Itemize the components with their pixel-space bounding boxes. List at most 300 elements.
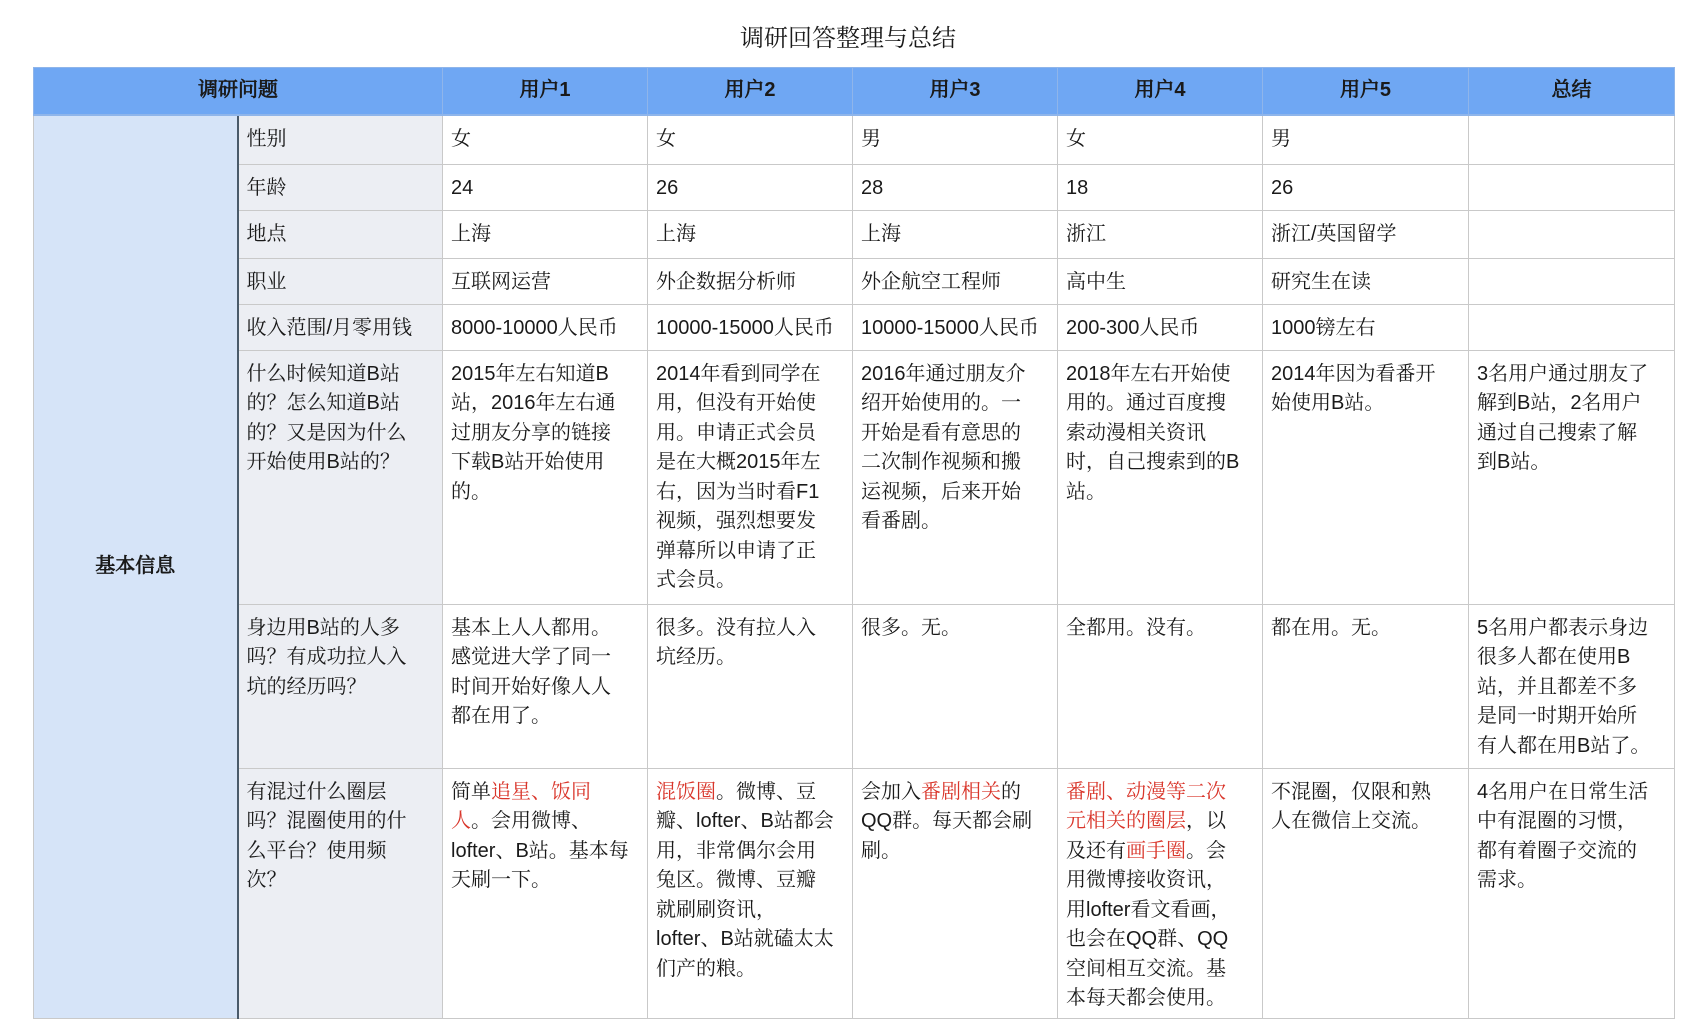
text-segment: 用。申请正式会员 — [656, 421, 816, 444]
text-segment: 收入范围/月零用钱 — [246, 316, 413, 339]
text-segment: 上海 — [656, 222, 696, 245]
text-line — [451, 174, 639, 204]
question-cell — [238, 350, 443, 604]
text-segment: 们产的粮。 — [656, 957, 756, 980]
answer-cell — [648, 350, 853, 604]
answer-cell — [443, 304, 648, 350]
text-segment: 右，因为当时看F1 — [656, 480, 820, 503]
text-line — [247, 125, 435, 155]
text-segment: 时间开始好像人人 — [451, 675, 611, 698]
text-line — [247, 673, 435, 703]
answer-cell — [1058, 210, 1263, 258]
text-line — [247, 268, 435, 298]
highlighted-text: 追星、饭同 — [491, 780, 591, 803]
text-line — [861, 807, 1049, 837]
table-row — [34, 604, 1675, 768]
text-segment: 有混过什么圈层 — [246, 780, 387, 803]
text-line — [656, 507, 844, 537]
text-segment: 上海 — [451, 222, 491, 245]
text-segment: 3名用户通过朋友了 — [1477, 362, 1649, 385]
text-segment: 中有混圈的习惯， — [1477, 810, 1637, 832]
answer-cell — [853, 258, 1058, 304]
text-segment: 式会员。 — [656, 569, 736, 591]
text-segment: 浙江 — [1066, 222, 1106, 245]
text-line — [247, 448, 435, 478]
text-segment: 10000-15000人民币 — [656, 316, 834, 339]
text-line — [1271, 807, 1460, 837]
text-segment: 都有着圈子交流的 — [1477, 839, 1637, 862]
text-segment: 互联网运营 — [451, 270, 551, 293]
answer-cell — [1263, 768, 1469, 1018]
text-line — [451, 360, 639, 390]
text-line — [1477, 837, 1666, 867]
text-segment: 都在用。无。 — [1271, 616, 1391, 639]
text-line — [656, 866, 844, 896]
text-line — [1066, 984, 1254, 1014]
text-segment: 200-300人民币 — [1066, 316, 1200, 339]
text-segment: 什么时候知道B站 — [246, 362, 400, 385]
text-segment: 次？ — [246, 869, 287, 891]
text-line — [247, 419, 435, 449]
text-segment: 高中生 — [1066, 270, 1126, 293]
text-line — [1066, 360, 1254, 390]
text-segment: 全都用。没有。 — [1066, 616, 1206, 639]
text-line — [656, 955, 844, 985]
text-segment: 刷。 — [861, 839, 901, 862]
text-segment: 也会在QQ群、QQ — [1066, 928, 1229, 950]
text-line — [451, 314, 639, 344]
text-line — [656, 389, 844, 419]
text-line — [861, 125, 1049, 155]
text-segment: 很多人都在使用B — [1477, 646, 1631, 668]
text-line — [1271, 360, 1460, 390]
answer-cell — [1058, 258, 1263, 304]
question-cell — [238, 604, 443, 768]
header-user-3: 用户3 — [853, 68, 1058, 116]
text-segment: 2018年左右开始使 — [1066, 362, 1231, 385]
text-line — [247, 837, 435, 867]
text-segment: 的？怎么知道B站 — [246, 392, 400, 414]
text-segment: 2014年看到同学在 — [656, 362, 821, 385]
answer-cell — [443, 604, 648, 768]
header-user-5: 用户5 — [1263, 68, 1469, 116]
text-line — [1477, 702, 1666, 732]
answer-cell — [648, 604, 853, 768]
text-line — [247, 778, 435, 808]
text-segment: lofter、B站。基本每 — [451, 839, 629, 862]
summary-cell — [1469, 258, 1675, 304]
highlighted-text: 元相关的圈层 — [1066, 810, 1186, 832]
text-segment: 用，但没有开始使 — [656, 392, 816, 414]
text-line — [1066, 314, 1254, 344]
text-segment: 女 — [656, 128, 676, 150]
question-cell — [238, 210, 443, 258]
answer-cell — [443, 210, 648, 258]
text-line — [861, 419, 1049, 449]
text-segment: 开始是看有意思的 — [861, 421, 1021, 444]
answer-cell — [648, 164, 853, 210]
text-line — [656, 448, 844, 478]
answer-cell — [1058, 164, 1263, 210]
text-segment: 2016年通过朋友介 — [861, 362, 1026, 385]
text-line — [1066, 925, 1254, 955]
text-line — [1477, 866, 1666, 896]
answer-cell — [443, 164, 648, 210]
text-segment: 是在大概2015年左 — [656, 451, 821, 473]
text-segment: 站。 — [1066, 480, 1106, 503]
text-segment: QQ群。每天都会刷 — [861, 810, 1033, 832]
summary-cell — [1469, 304, 1675, 350]
text-line — [247, 220, 435, 250]
highlighted-text: 番剧、动漫等二次 — [1066, 780, 1226, 803]
text-segment: 外企数据分析师 — [656, 270, 796, 293]
text-segment: 男 — [1271, 128, 1291, 150]
text-segment: 性别 — [246, 128, 287, 150]
text-line — [656, 778, 844, 808]
text-segment: 运视频，后来开始 — [861, 480, 1021, 503]
text-line — [1477, 807, 1666, 837]
question-cell — [238, 115, 443, 164]
text-line — [1271, 778, 1460, 808]
text-line — [1477, 673, 1666, 703]
text-segment: 二次制作视频和搬 — [861, 451, 1021, 473]
text-line — [656, 837, 844, 867]
text-segment: 瓣、lofter、B站都会 — [656, 810, 834, 832]
answer-cell — [1263, 304, 1469, 350]
highlighted-text: 混饭圈 — [656, 780, 716, 803]
answer-cell — [853, 350, 1058, 604]
text-line — [861, 778, 1049, 808]
text-segment: 看番剧。 — [861, 510, 941, 532]
text-segment: 2015年左右知道B — [451, 362, 609, 385]
text-line — [1066, 837, 1254, 867]
table-row — [34, 115, 1675, 164]
text-line — [1066, 896, 1254, 926]
text-line — [861, 507, 1049, 537]
answer-cell — [443, 350, 648, 604]
text-line — [861, 360, 1049, 390]
text-line — [247, 866, 435, 896]
answer-cell — [648, 258, 853, 304]
answer-cell — [443, 115, 648, 164]
text-segment: 吗？有成功拉人入 — [246, 646, 407, 668]
answer-cell — [1263, 210, 1469, 258]
text-segment: 。微博、豆 — [716, 780, 816, 803]
answer-cell — [648, 115, 853, 164]
answer-cell — [853, 604, 1058, 768]
text-segment: 浙江/英国留学 — [1271, 222, 1397, 245]
text-segment: 坑的经历吗？ — [246, 675, 367, 698]
text-line — [247, 360, 435, 390]
text-line — [1066, 807, 1254, 837]
text-line — [656, 478, 844, 508]
text-segment: 解到B站，2名用户 — [1477, 392, 1642, 414]
text-line — [451, 125, 639, 155]
text-line — [656, 643, 844, 673]
answer-cell — [1058, 604, 1263, 768]
text-line — [451, 614, 639, 644]
text-segment: 28 — [861, 176, 884, 199]
answer-cell — [648, 210, 853, 258]
text-segment: 有人都在用B站了。 — [1477, 734, 1651, 757]
text-line — [1271, 220, 1460, 250]
answer-cell — [1058, 768, 1263, 1018]
text-segment: 2014年因为看番开 — [1271, 362, 1436, 385]
text-line — [1066, 955, 1254, 985]
text-segment: 始使用B站。 — [1271, 392, 1385, 414]
text-line — [656, 419, 844, 449]
text-segment: 上海 — [861, 222, 901, 245]
header-user-4: 用户4 — [1058, 68, 1263, 116]
text-line — [656, 807, 844, 837]
text-segment: 视频，强烈想要发 — [656, 510, 816, 532]
text-line — [861, 314, 1049, 344]
text-line — [1477, 448, 1666, 478]
text-line — [1066, 419, 1254, 449]
text-segment: 外企航空工程师 — [861, 270, 1001, 293]
text-segment: 用微博接收资讯， — [1066, 869, 1226, 891]
text-segment: 简单 — [451, 780, 491, 803]
table-row — [34, 768, 1675, 1018]
text-segment: 很多。无。 — [861, 616, 961, 639]
text-line — [1477, 614, 1666, 644]
text-segment: 身边用B站的人多 — [246, 616, 400, 639]
text-line — [1066, 389, 1254, 419]
text-segment: 4名用户在日常生活 — [1477, 780, 1649, 803]
text-segment: 兔区。微博、豆瓣 — [656, 869, 816, 891]
text-line — [656, 174, 844, 204]
question-cell — [238, 768, 443, 1018]
header-row — [34, 68, 1675, 116]
text-line — [1066, 866, 1254, 896]
table-row — [34, 304, 1675, 350]
answer-cell — [853, 304, 1058, 350]
group-label: 基本信息 — [34, 115, 238, 1018]
text-line — [1271, 614, 1460, 644]
text-line — [656, 566, 844, 596]
text-segment: 站，2016年左右通 — [451, 392, 616, 414]
text-line — [861, 478, 1049, 508]
text-line — [247, 389, 435, 419]
text-line — [1477, 778, 1666, 808]
text-segment: 的 — [1001, 780, 1021, 803]
text-line — [1477, 389, 1666, 419]
text-segment: 就刷刷资讯， — [656, 898, 776, 921]
answer-cell — [1058, 115, 1263, 164]
answer-cell — [443, 258, 648, 304]
text-segment: 是同一时期开始所 — [1477, 705, 1637, 727]
text-line — [1477, 732, 1666, 762]
text-segment: 24 — [451, 176, 474, 199]
text-segment: 。会 — [1186, 839, 1226, 862]
answer-cell — [443, 768, 648, 1018]
answer-cell — [1263, 350, 1469, 604]
text-line — [1271, 268, 1460, 298]
table-row — [34, 350, 1675, 604]
answer-cell — [1263, 258, 1469, 304]
answer-cell — [1058, 304, 1263, 350]
text-segment: 开始使用B站的？ — [246, 451, 400, 473]
text-segment: 感觉进大学了同一 — [451, 646, 611, 668]
text-segment: 不混圈，仅限和熟 — [1271, 780, 1431, 803]
survey-table — [33, 67, 1675, 1019]
summary-cell — [1469, 115, 1675, 164]
text-line — [1271, 314, 1460, 344]
text-segment: 通过自己搜索了解 — [1477, 421, 1637, 444]
text-line — [451, 643, 639, 673]
text-line — [1271, 174, 1460, 204]
text-line — [451, 268, 639, 298]
text-line — [1066, 174, 1254, 204]
text-line — [656, 896, 844, 926]
summary-cell — [1469, 350, 1675, 604]
text-line — [1271, 389, 1460, 419]
table-row — [34, 258, 1675, 304]
text-line — [861, 268, 1049, 298]
text-segment: 女 — [1066, 128, 1086, 150]
text-line — [656, 220, 844, 250]
answer-cell — [853, 115, 1058, 164]
answer-cell — [648, 768, 853, 1018]
text-segment: 到B站。 — [1477, 451, 1551, 473]
answer-cell — [1263, 115, 1469, 164]
text-segment: 天刷一下。 — [451, 869, 551, 891]
text-line — [1477, 360, 1666, 390]
page-title: 调研回答整理与总结 — [740, 25, 956, 52]
text-segment: 职业 — [246, 270, 287, 293]
text-line — [656, 314, 844, 344]
text-segment: 研究生在读 — [1271, 270, 1371, 293]
highlighted-text: 人 — [451, 810, 471, 832]
text-segment: 8000-10000人民币 — [451, 316, 618, 339]
text-line — [861, 174, 1049, 204]
text-segment: 1000镑左右 — [1271, 316, 1376, 339]
text-line — [451, 837, 639, 867]
text-line — [1477, 419, 1666, 449]
text-line — [247, 614, 435, 644]
text-segment: 年龄 — [246, 176, 287, 199]
text-segment: 站，并且都差不多 — [1477, 675, 1637, 698]
text-segment: 。会用微博、 — [471, 810, 591, 832]
header-summary: 总结 — [1469, 68, 1675, 116]
text-segment: 坑经历。 — [656, 646, 736, 668]
text-segment: 基本上人人都用。 — [451, 616, 611, 639]
table-row — [34, 210, 1675, 258]
text-segment: 索动漫相关资讯 — [1066, 421, 1206, 444]
text-line — [1066, 614, 1254, 644]
table-row — [34, 164, 1675, 210]
answer-cell — [853, 164, 1058, 210]
text-line — [247, 807, 435, 837]
text-line — [451, 866, 639, 896]
text-segment: 及还有 — [1066, 839, 1126, 862]
text-line — [1066, 478, 1254, 508]
text-line — [1066, 268, 1254, 298]
text-segment: 18 — [1066, 176, 1089, 199]
text-line — [451, 419, 639, 449]
text-line — [861, 220, 1049, 250]
text-segment: 绍开始使用的。一 — [861, 392, 1021, 414]
text-segment: 会加入 — [861, 780, 921, 803]
summary-cell — [1469, 164, 1675, 210]
text-segment: 人在微信上交流。 — [1271, 810, 1431, 832]
text-line — [451, 673, 639, 703]
text-line — [451, 220, 639, 250]
answer-cell — [1058, 350, 1263, 604]
summary-cell — [1469, 210, 1675, 258]
summary-cell — [1469, 768, 1675, 1018]
text-line — [1066, 448, 1254, 478]
text-segment: 很多。没有拉人入 — [656, 616, 816, 639]
text-segment: 弹幕所以申请了正 — [656, 539, 816, 562]
text-segment: 5名用户都表示身边 — [1477, 616, 1649, 639]
answer-cell — [853, 768, 1058, 1018]
text-line — [451, 389, 639, 419]
text-segment: 用lofter看文看画， — [1066, 898, 1231, 921]
summary-cell — [1469, 604, 1675, 768]
text-segment: 吗？混圈使用的什 — [246, 810, 407, 832]
highlighted-text: 番剧相关 — [921, 780, 1001, 803]
answer-cell — [853, 210, 1058, 258]
text-segment: 么平台？使用频 — [246, 839, 387, 862]
text-segment: 10000-15000人民币 — [861, 316, 1039, 339]
text-segment: ，以 — [1186, 810, 1226, 832]
text-line — [247, 314, 435, 344]
text-line — [451, 807, 639, 837]
answer-cell — [648, 304, 853, 350]
text-segment: 男 — [861, 128, 881, 150]
text-segment: 空间相互交流。基 — [1066, 957, 1226, 980]
text-segment: 下载B站开始使用 — [451, 451, 605, 473]
text-line — [1066, 125, 1254, 155]
text-line — [861, 837, 1049, 867]
text-line — [656, 614, 844, 644]
text-line — [1066, 220, 1254, 250]
text-segment: 过朋友分享的链接 — [451, 421, 611, 444]
text-segment: 需求。 — [1477, 869, 1537, 891]
text-line — [451, 702, 639, 732]
text-line — [861, 614, 1049, 644]
text-segment: 用，非常偶尔会用 — [656, 839, 816, 862]
text-segment: 本每天都会使用。 — [1066, 987, 1226, 1009]
text-segment: 女 — [451, 128, 471, 150]
text-line — [656, 125, 844, 155]
question-cell — [238, 164, 443, 210]
text-line — [1477, 643, 1666, 673]
text-line — [247, 643, 435, 673]
question-cell — [238, 258, 443, 304]
text-line — [451, 478, 639, 508]
question-cell — [238, 304, 443, 350]
text-line — [247, 174, 435, 204]
text-line — [656, 268, 844, 298]
text-segment: lofter、B站就磕太太 — [656, 928, 834, 950]
text-line — [861, 448, 1049, 478]
text-segment: 26 — [656, 176, 679, 199]
text-segment: 地点 — [246, 222, 287, 245]
text-line — [656, 360, 844, 390]
header-question: 调研问题 — [34, 68, 443, 116]
text-segment: 的？又是因为什么 — [246, 421, 407, 444]
text-segment: 时，自己搜索到的B — [1066, 451, 1240, 473]
text-segment: 26 — [1271, 176, 1294, 199]
text-line — [656, 537, 844, 567]
header-user-1: 用户1 — [443, 68, 648, 116]
answer-cell — [1263, 604, 1469, 768]
text-line — [861, 389, 1049, 419]
text-segment: 的。 — [451, 480, 491, 503]
highlighted-text: 画手圈 — [1126, 839, 1186, 862]
